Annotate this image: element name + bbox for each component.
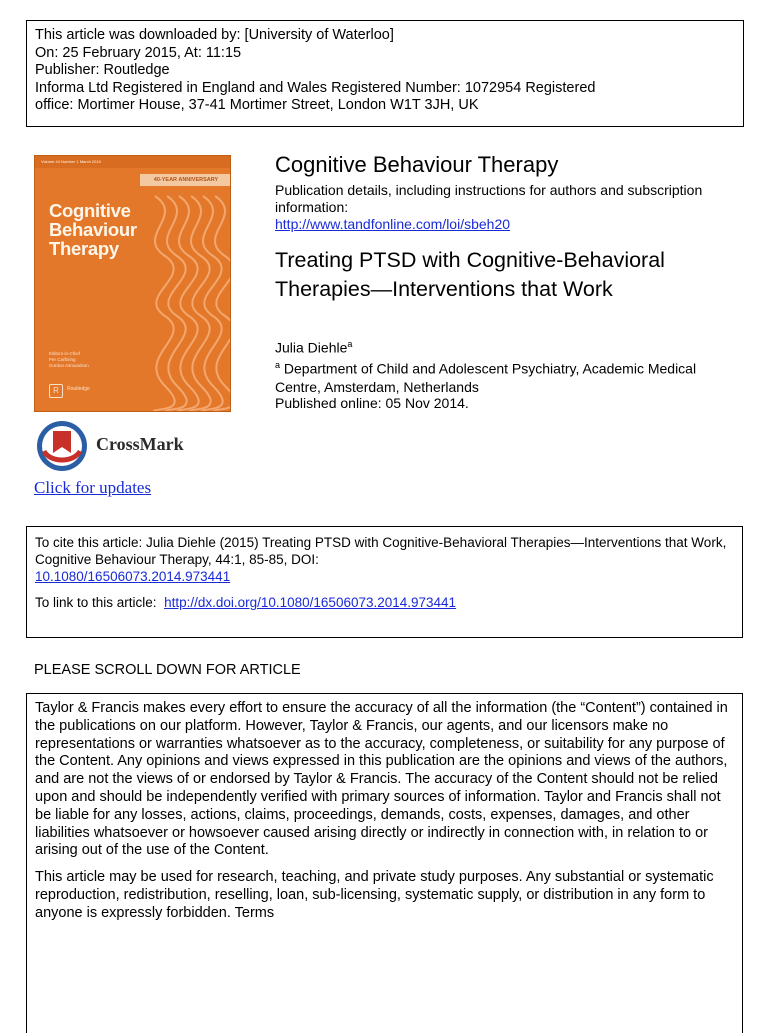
cover-editors bbox=[49, 351, 89, 369]
crossmark-label[interactable]: CrossMark bbox=[96, 434, 184, 454]
routledge-logo-icon: R bbox=[49, 384, 63, 398]
citation-text: To cite this article: Julia Diehle (2015) Treating PTSD with Cognitive-Behavioral Therapies—Interventions that Work, Cognitive Behaviour Therapy, 44:1, 85-85, DOI: bbox=[35, 535, 727, 567]
cover-editors-heading: Editors-in-Chief bbox=[49, 351, 81, 356]
author-name: Julia Diehle bbox=[275, 339, 348, 356]
disclaimer-paragraph: Taylor & Francis makes every effort to ensure the accuracy of all the information (the “Content”) contained in the publications on our platform. However, Taylor & Francis, our agents, and our licensors make no representations or warranties whatsoever as to the accuracy, completeness, or suitability for any purpose of the Content. Any opinions and views expressed in this publication are the opinions and views of the authors, and are not the views of or endorsed by Taylor & Francis. The accuracy of the Content should not be relied upon and should be independently verified with primary sources of information. Taylor and Francis shall not be liable for any losses, actions, claims, proceedings, demands, costs, expenses, damages, and other liabilities whatsoever or howsoever caused arising directly or indirectly in connection with, in relation to or arising out of the use of the Content. bbox=[35, 700, 728, 859]
office-line: office: Mortimer House, 37-41 Mortimer Street, London W1T 3JH, UK bbox=[35, 97, 479, 113]
cover-title-line: Behaviour bbox=[49, 219, 137, 240]
publisher-line: Publisher: Routledge bbox=[35, 62, 170, 78]
journal-link[interactable]: http://www.tandfonline.com/loi/sbeh20 bbox=[275, 216, 511, 232]
scroll-down-notice: PLEASE SCROLL DOWN FOR ARTICLE bbox=[34, 662, 301, 678]
article-link-label: To link to this article: bbox=[35, 595, 157, 610]
publication-details: Publication details, including instructions for authors and subscription information: bbox=[275, 182, 703, 215]
article-title: Treating PTSD with Cognitive-Behavioral Therapies—Interventions that Work bbox=[275, 248, 665, 301]
download-date: On: 25 February 2015, At: 11:15 bbox=[35, 44, 242, 61]
download-line: This article was downloaded by: [University of Waterloo] bbox=[35, 27, 394, 43]
cover-volume-strip: Volume 44 Number 1 March 2015 bbox=[35, 156, 230, 168]
affiliation-marker: a bbox=[275, 360, 281, 370]
cover-anniversary-banner: 40-YEAR ANNIVERSARY bbox=[140, 174, 231, 186]
cover-title-line: Therapy bbox=[49, 238, 119, 259]
disclaimer-box bbox=[26, 693, 743, 1033]
click-for-updates-link[interactable]: Click for updates bbox=[34, 478, 152, 497]
citation-doi-link[interactable]: 10.1080/16506073.2014.973441 bbox=[35, 569, 231, 584]
author bbox=[275, 339, 352, 356]
usage-terms-paragraph: This article may be used for research, teaching, and private study purposes. Any substantial or systematic reproduction, redistribution, reselling, loan, sub-licensing, systematic supply, or distribution in any form to anyone is expressly forbidden. Terms bbox=[35, 869, 714, 921]
cover-editor-name: Per Carlbring bbox=[49, 357, 76, 362]
author-affiliation-marker: a bbox=[347, 339, 353, 349]
registration-line: Informa Ltd Registered in England and Wales Registered Number: 1072954 Registered bbox=[35, 79, 596, 96]
article-doi-url[interactable]: http://dx.doi.org/10.1080/16506073.2014.973441 bbox=[164, 595, 457, 610]
affiliation-text: Department of Child and Adolescent Psychiatry, Academic Medical Centre, Amsterdam, Netherlands bbox=[275, 360, 697, 395]
cover-wave-pattern bbox=[35, 156, 231, 412]
journal-cover-image bbox=[34, 155, 231, 412]
download-notice-box bbox=[26, 20, 744, 127]
cover-title bbox=[49, 201, 137, 258]
published-date: Published online: 05 Nov 2014. bbox=[275, 395, 469, 411]
cover-editor-name: Gordon Asmundson bbox=[49, 363, 89, 368]
journal-title: Cognitive Behaviour Therapy bbox=[275, 152, 559, 177]
affiliation bbox=[275, 356, 735, 396]
cover-publisher-name: Routledge bbox=[67, 386, 90, 392]
article-link-row bbox=[35, 594, 734, 611]
cover-title-line: Cognitive bbox=[49, 200, 131, 221]
citation-box bbox=[26, 526, 743, 638]
